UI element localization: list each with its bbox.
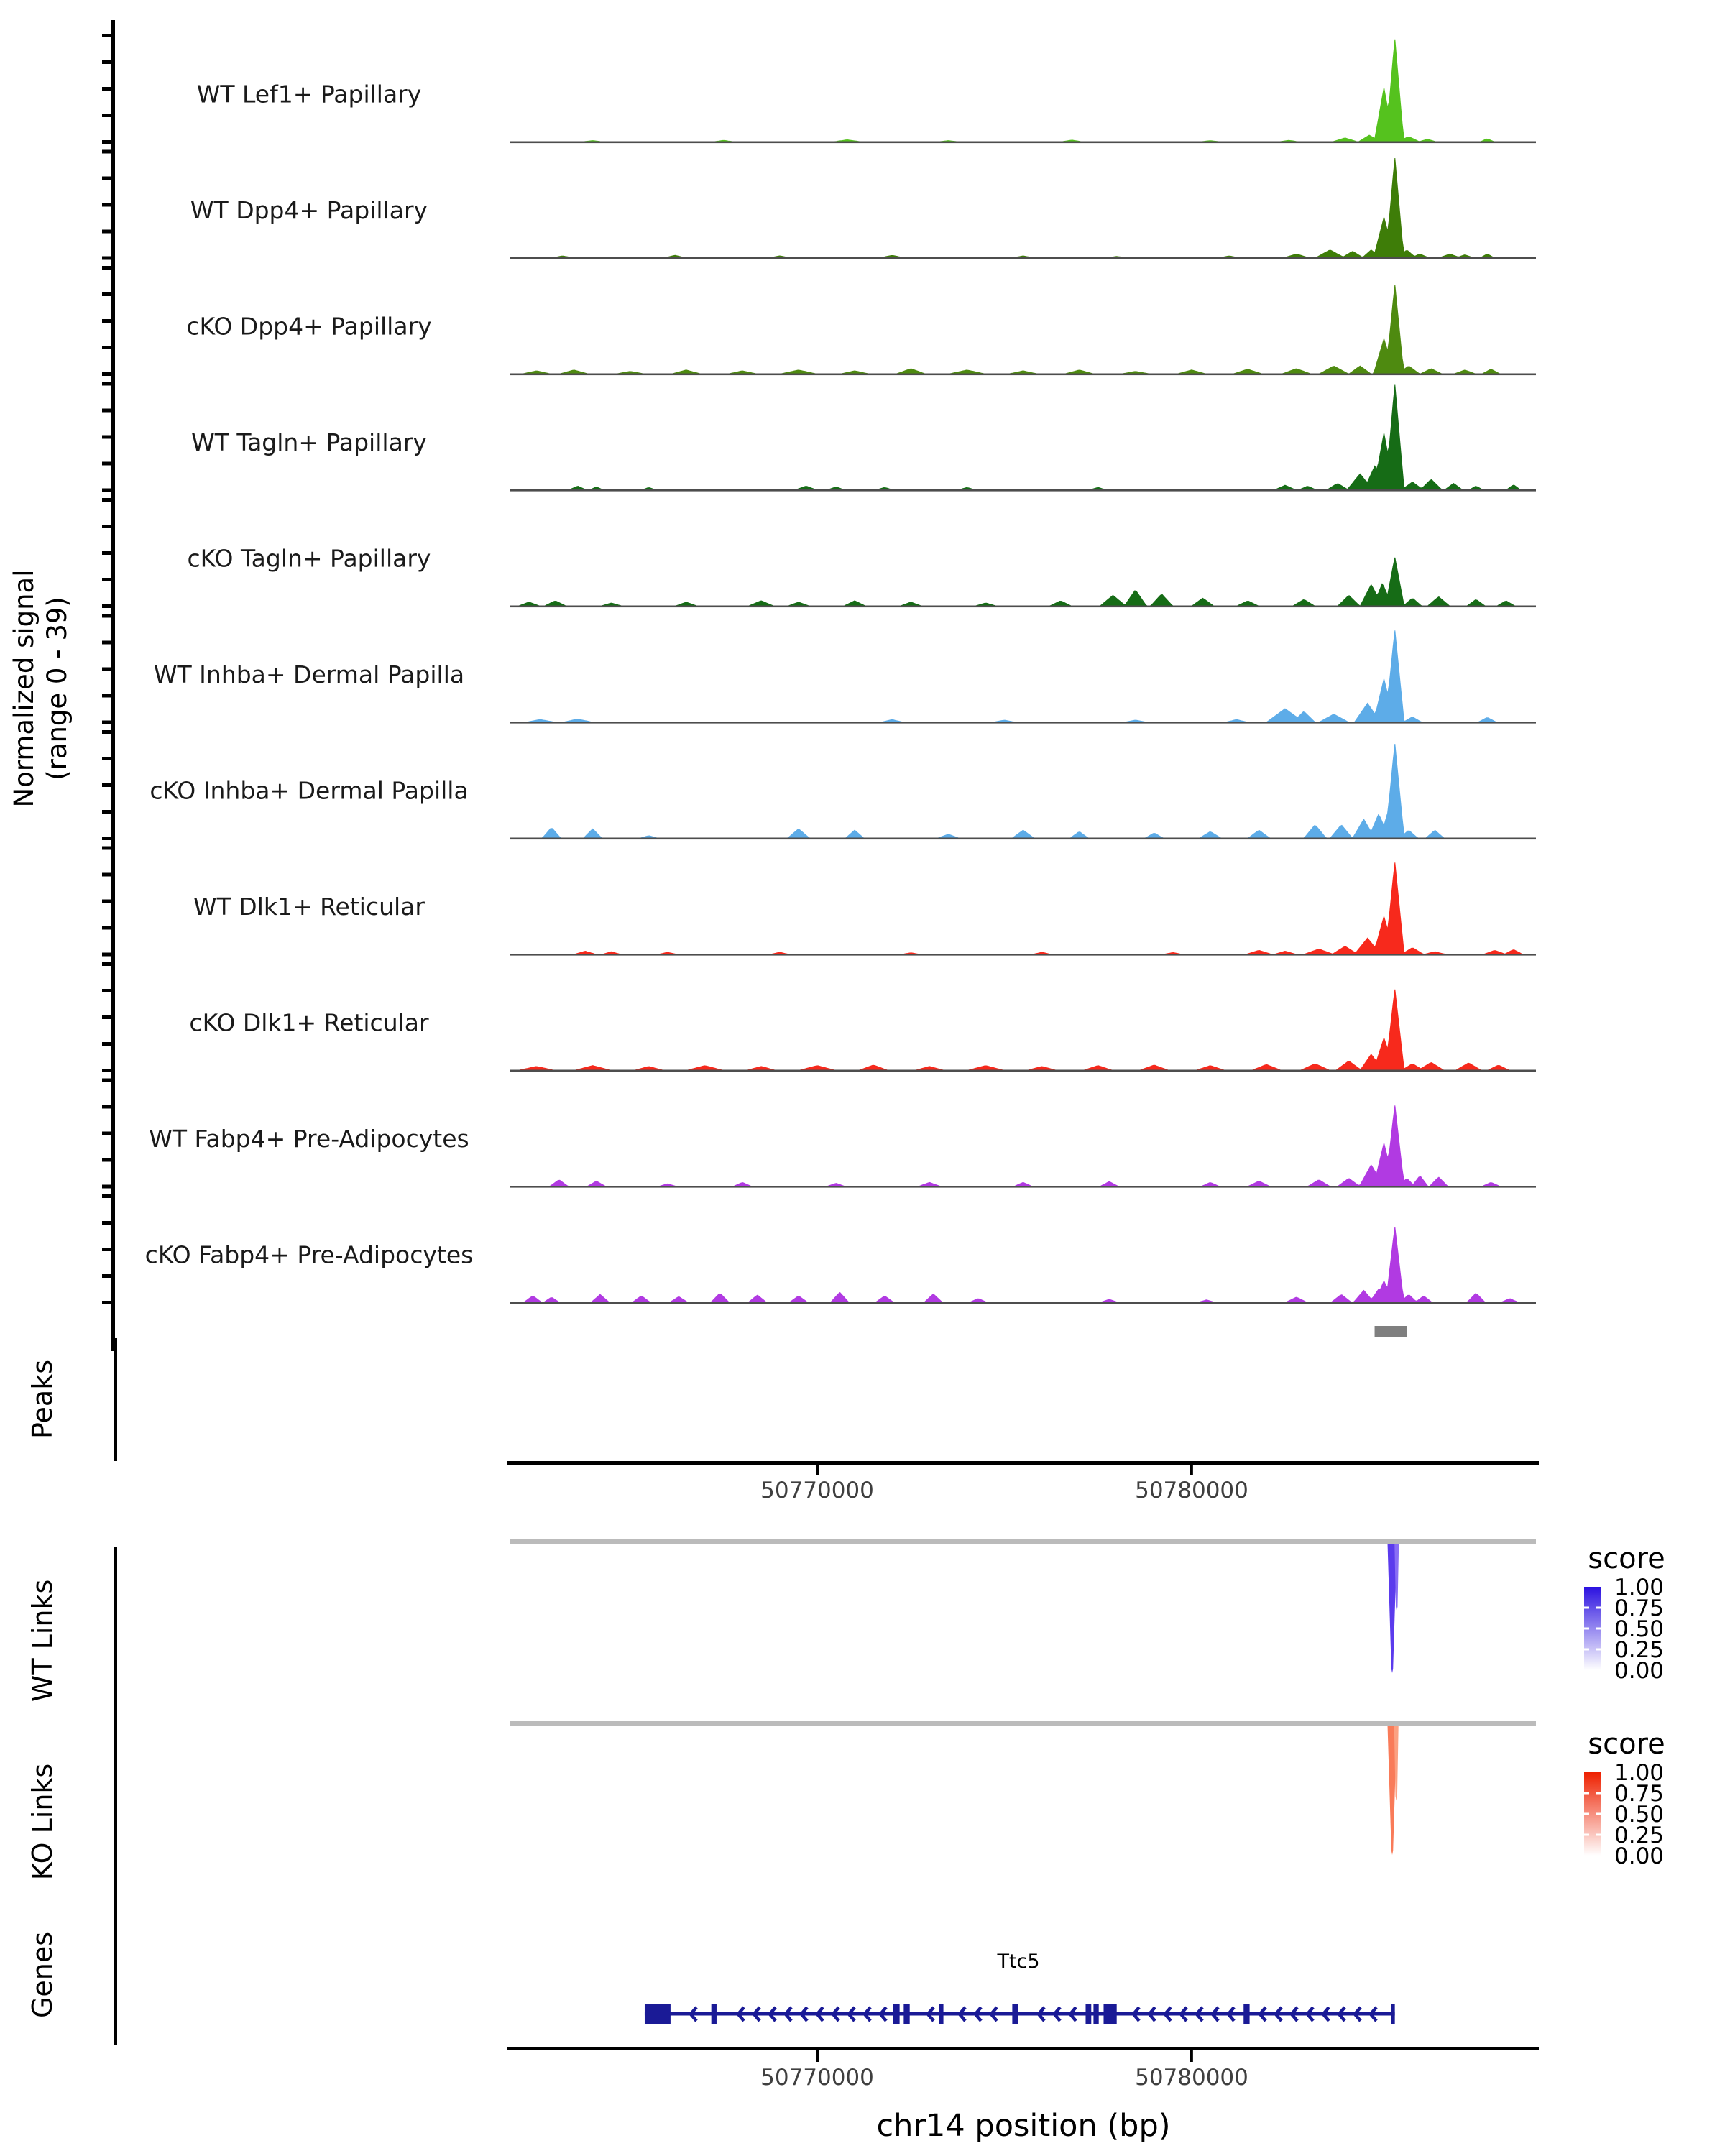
signal-axis-tick (102, 730, 114, 734)
legend-bar-notch (1596, 1649, 1601, 1651)
signal-area-5 (510, 558, 1536, 607)
signal-axis-tick (102, 873, 114, 877)
signal-area-7 (510, 744, 1536, 839)
track-baseline (510, 838, 1536, 840)
track-label: WT Lef1+ Papillary (196, 80, 422, 109)
signal-axis-tick (102, 962, 114, 966)
signal-axis-tick (102, 1132, 114, 1135)
gene-exon (1243, 2004, 1249, 2024)
signal-area-9 (510, 990, 1536, 1071)
track-label: cKO Fabp4+ Pre-Adipocytes (144, 1240, 474, 1269)
signal-axis-tick (102, 1301, 114, 1304)
track-label: WT Tagln+ Papillary (191, 428, 427, 456)
signal-axis-tick (102, 409, 114, 413)
track-baseline (510, 1070, 1536, 1072)
x-axis-title: chr14 position (bp) (876, 2108, 1171, 2144)
genes-panel (114, 1906, 1539, 2062)
signal-axis-tick (102, 87, 114, 91)
genes-bracket (114, 1906, 117, 2045)
links-panel-top-line (510, 1721, 1536, 1726)
legend-tick-label: 0.75 (1614, 1595, 1665, 1621)
legend-tick-label: 1.00 (1614, 1575, 1665, 1600)
peaks-axis-line (507, 1461, 1539, 1465)
signal-area-10 (510, 1105, 1536, 1187)
signal-area-11 (510, 1227, 1536, 1302)
signal-axis-tick (102, 114, 114, 117)
genes-axis-line (507, 2047, 1539, 2050)
signal-area-3 (510, 285, 1536, 374)
peak-interval-box (1375, 1326, 1407, 1337)
signal-area-1 (510, 40, 1536, 142)
gene-exon (712, 2004, 717, 2024)
peaks-panel (114, 1326, 1539, 1475)
peaks-section-label: Peaks (27, 1359, 58, 1439)
signal-axis-tick (102, 266, 114, 270)
signal-area-2 (510, 158, 1536, 258)
legend-bar-notch (1596, 1792, 1601, 1795)
signal-axis-tick (102, 292, 114, 296)
signal-axis-tick (102, 1042, 114, 1046)
peaks-axis-tick-50770000: 50770000 (760, 1478, 874, 1503)
signal-axis-tick (102, 1015, 114, 1019)
legend-bar-notch (1584, 1834, 1589, 1836)
signal-tracks-panel (145, 40, 1536, 1304)
signal-area-6 (510, 630, 1536, 722)
gene-exon (1103, 2004, 1116, 2024)
gene-exon (903, 2004, 909, 2024)
ko-links-section-label: KO Links (27, 1763, 58, 1881)
track-baseline (510, 257, 1536, 259)
signal-axis-tick (102, 230, 114, 234)
signal-axis-tick (102, 989, 114, 992)
legend-bar-notch (1596, 1813, 1601, 1815)
signal-axis-tick (102, 1079, 114, 1082)
track-baseline (510, 1302, 1536, 1304)
track-label: WT Inhba+ Dermal Papilla (153, 660, 465, 688)
track-label: cKO Tagln+ Papillary (187, 544, 431, 573)
track-label: cKO Dlk1+ Reticular (189, 1008, 429, 1037)
genes-section-label: Genes (27, 1931, 58, 2019)
signal-axis-tick (102, 257, 114, 260)
legend-tick-label: 0.50 (1614, 1616, 1665, 1642)
legend-bar-notch (1584, 1792, 1589, 1795)
track-baseline (510, 722, 1536, 724)
genes-axis-tickmark (816, 2050, 819, 2062)
signal-axis-tick (102, 346, 114, 349)
signal-axis-tick (102, 926, 114, 930)
signal-axis-tick (102, 837, 114, 840)
legend-tick-label: 0.00 (1614, 1658, 1665, 1684)
genes-axis-tickmark (1190, 2050, 1193, 2062)
signal-axis-tick (102, 578, 114, 581)
y-axis-label-line1: Normalized signal (9, 569, 40, 808)
track-label: WT Fabp4+ Pre-Adipocytes (149, 1125, 469, 1153)
gene-exon (1093, 2004, 1098, 2024)
signal-axis-tick (102, 525, 114, 528)
track-baseline (510, 954, 1536, 956)
signal-axis-tick (102, 694, 114, 698)
signal-axis-tick (102, 319, 114, 323)
track-label: cKO Inhba+ Dermal Papilla (150, 776, 469, 805)
legend-bar-notch (1584, 1607, 1589, 1609)
legend-bar-notch (1584, 1813, 1589, 1815)
legend-tick-label: 1.00 (1614, 1760, 1665, 1786)
signal-axis-tick (102, 177, 114, 180)
signal-y-axis (102, 20, 115, 1351)
genes-axis-tick-50770000: 50770000 (760, 2065, 874, 2091)
signal-axis-tick (102, 203, 114, 207)
legend-bar-notch (1584, 1628, 1589, 1630)
legend-tick-label: 0.00 (1614, 1843, 1665, 1869)
track-label: WT Dlk1+ Reticular (193, 893, 425, 921)
signal-axis-tick (102, 900, 114, 903)
track-baseline (510, 374, 1536, 376)
signal-axis-tick (102, 60, 114, 64)
gene-exon (939, 2004, 943, 2024)
ko-links-legend-title: score (1588, 1728, 1665, 1761)
signal-axis-tick (102, 34, 114, 37)
y-axis-label-line2: (range 0 - 39) (42, 596, 73, 780)
signal-axis-line (111, 20, 115, 1351)
gene-exon (893, 2004, 900, 2024)
links-panels (114, 1539, 1664, 1916)
signal-axis-tick (102, 551, 114, 555)
track-label: cKO Dpp4+ Papillary (186, 312, 432, 341)
signal-axis-tick (102, 604, 114, 608)
signal-axis-tick (102, 847, 114, 850)
signal-axis-tick (102, 1105, 114, 1109)
peaks-axis-tick-50780000: 50780000 (1135, 1478, 1248, 1503)
signal-area-8 (510, 862, 1536, 954)
signal-axis-tick (102, 489, 114, 492)
legend-tick-label: 0.75 (1614, 1781, 1665, 1807)
signal-axis-tick (102, 757, 114, 760)
gene-exon (1012, 2004, 1018, 2024)
gene-body-line (645, 2012, 1395, 2016)
signal-axis-tick (102, 1158, 114, 1162)
peaks-axis-tickmark (1190, 1465, 1193, 1475)
signal-axis-tick (102, 1185, 114, 1189)
signal-axis-tick (102, 614, 114, 618)
signal-axis-tick (102, 382, 114, 386)
wt-links-bracket (114, 1547, 117, 1735)
signal-axis-tick (102, 1274, 114, 1278)
peaks-bracket (114, 1338, 117, 1461)
track-baseline (510, 489, 1536, 492)
signal-axis-tick (102, 462, 114, 466)
wt-links-section-label: WT Links (27, 1579, 58, 1703)
wt-links-legend-title: score (1588, 1542, 1665, 1575)
legend-bar-notch (1596, 1607, 1601, 1609)
signal-axis-tick (102, 641, 114, 645)
signal-axis-tick (102, 721, 114, 724)
signal-axis-tick (102, 668, 114, 671)
legend-tick-label: 0.25 (1614, 1637, 1665, 1663)
legend-bar-notch (1596, 1834, 1601, 1836)
track-baseline (510, 142, 1536, 144)
legend-bar-notch (1596, 1628, 1601, 1630)
signal-axis-tick (102, 436, 114, 439)
ko-links-bracket (114, 1728, 117, 1916)
signal-axis-tick (102, 1194, 114, 1198)
signal-axis-tick (102, 1069, 114, 1072)
peaks-axis-tickmark (816, 1465, 819, 1475)
signal-axis-tick (102, 1248, 114, 1251)
signal-axis-tick (102, 810, 114, 814)
signal-axis-tick (102, 1221, 114, 1225)
legend-tick-label: 0.50 (1614, 1802, 1665, 1828)
signal-axis-tick (102, 150, 114, 154)
gene-exon (645, 2004, 671, 2024)
signal-axis-tick (102, 953, 114, 957)
signal-axis-tick (102, 372, 114, 376)
legend-bar-notch (1584, 1649, 1589, 1651)
links-panel-top-line (510, 1539, 1536, 1544)
gene-exon (1391, 2004, 1394, 2024)
gene-exon (1085, 2004, 1091, 2024)
genes-axis-tick-50780000: 50780000 (1135, 2065, 1248, 2091)
track-baseline (510, 606, 1536, 608)
signal-axis-tick (102, 498, 114, 502)
signal-area-4 (510, 385, 1536, 491)
signal-axis-tick (102, 783, 114, 787)
signal-axis-tick (102, 140, 114, 144)
gene-name-label: Ttc5 (997, 1950, 1040, 1973)
track-baseline (510, 1186, 1536, 1188)
legend-tick-label: 0.25 (1614, 1823, 1665, 1848)
track-label: WT Dpp4+ Papillary (190, 196, 428, 224)
